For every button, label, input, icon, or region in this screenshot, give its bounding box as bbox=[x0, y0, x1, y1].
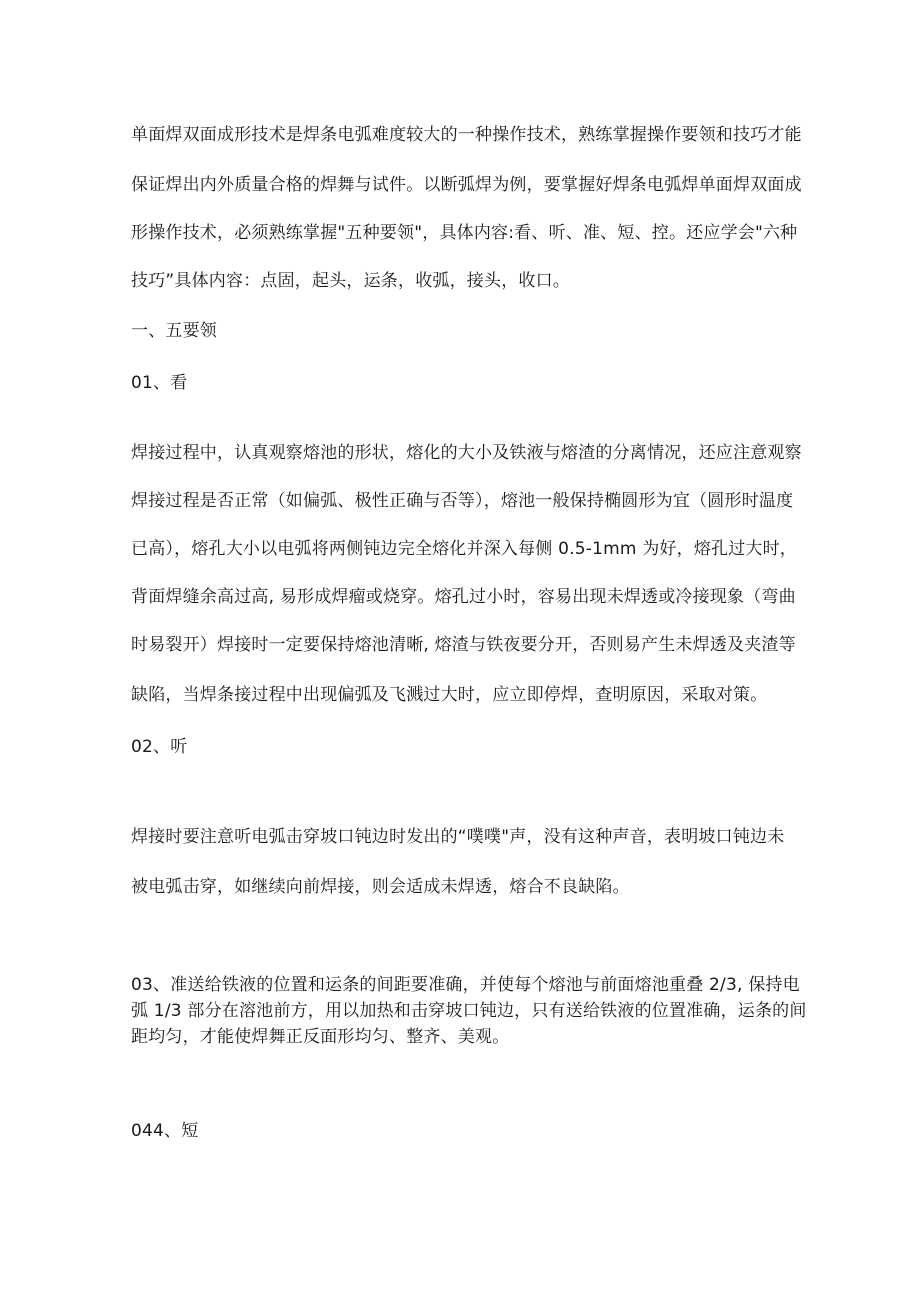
item-01-heading: 01、看 bbox=[131, 373, 188, 393]
item-03-line-2: 弧 1/3 部分在溶池前方，用以加热和击穿坡口钝边，只有送给铁液的位置准确，运条的间 bbox=[131, 1001, 807, 1021]
intro-line-4: 技巧”具体内容：点固，起头，运条，收弧，接头，收口。 bbox=[131, 271, 571, 291]
item-01-line-2: 焊接过程是否正常（如偏弧、极性正确与否等），熔池一般保持椭圆形为宜（圆形时温度 bbox=[131, 491, 794, 511]
intro-line-3: 形操作技术，必须熟练掌握"五种要领"，具体内容:看、听、准、短、控。还应学会"六种 bbox=[131, 223, 798, 243]
item-02-line-1: 焊接时要注意听电弧击穿坡口钝边时发出的“噗噗"声，没有这种声音，表明坡口钝边未 bbox=[131, 827, 785, 847]
item-03-line-1: 03、准送给铁液的位置和运条的间距要准确，并使每个熔池与前面熔池重叠 2/3, 保持电 bbox=[131, 975, 800, 995]
item-01-line-6: 缺陷，当焊条接过程中出现偏弧及飞溅过大时，应立即停焊，查明原因，采取对策。 bbox=[131, 685, 768, 705]
item-02-line-2: 被电弧击穿，如继续向前焊接，则会适成未焊透，熔合不良缺陷。 bbox=[131, 877, 630, 897]
item-01-line-4: 背面焊缝余高过高, 易形成焊瘤或烧穿。熔孔过小时，容易出现未焊透或冷接现象（弯曲 bbox=[131, 587, 796, 607]
intro-line-1: 单面焊双面成形技术是焊条电弧难度较大的一种操作技术，熟练掌握操作要领和技巧才能 bbox=[131, 125, 802, 145]
item-04-heading: 044、短 bbox=[131, 1121, 199, 1141]
item-02-heading: 02、听 bbox=[131, 737, 188, 757]
section-heading: 一、五要领 bbox=[131, 321, 217, 341]
intro-line-2: 保证焊出内外质量合格的焊舞与试件。以断弧焊为例，要掌握好焊条电弧焊单面焊双面成 bbox=[131, 175, 802, 195]
item-01-line-3: 已高），熔孔大小以电弧将两侧钝边完全熔化并深入每侧 0.5-1mm 为好，熔孔过大时， bbox=[131, 539, 798, 559]
item-01-line-5: 时易裂开）焊接时一定要保持熔池清晰, 熔渣与铁夜要分开，否则易产生未焊透及夹渣等 bbox=[131, 635, 796, 655]
item-03-line-3: 距均匀，才能使焊舞正反面形均匀、整齐、美观。 bbox=[131, 1027, 510, 1047]
item-01-line-1: 焊接过程中，认真观察熔池的形状，熔化的大小及铁液与熔渣的分离情况，还应注意观察 bbox=[131, 443, 802, 463]
